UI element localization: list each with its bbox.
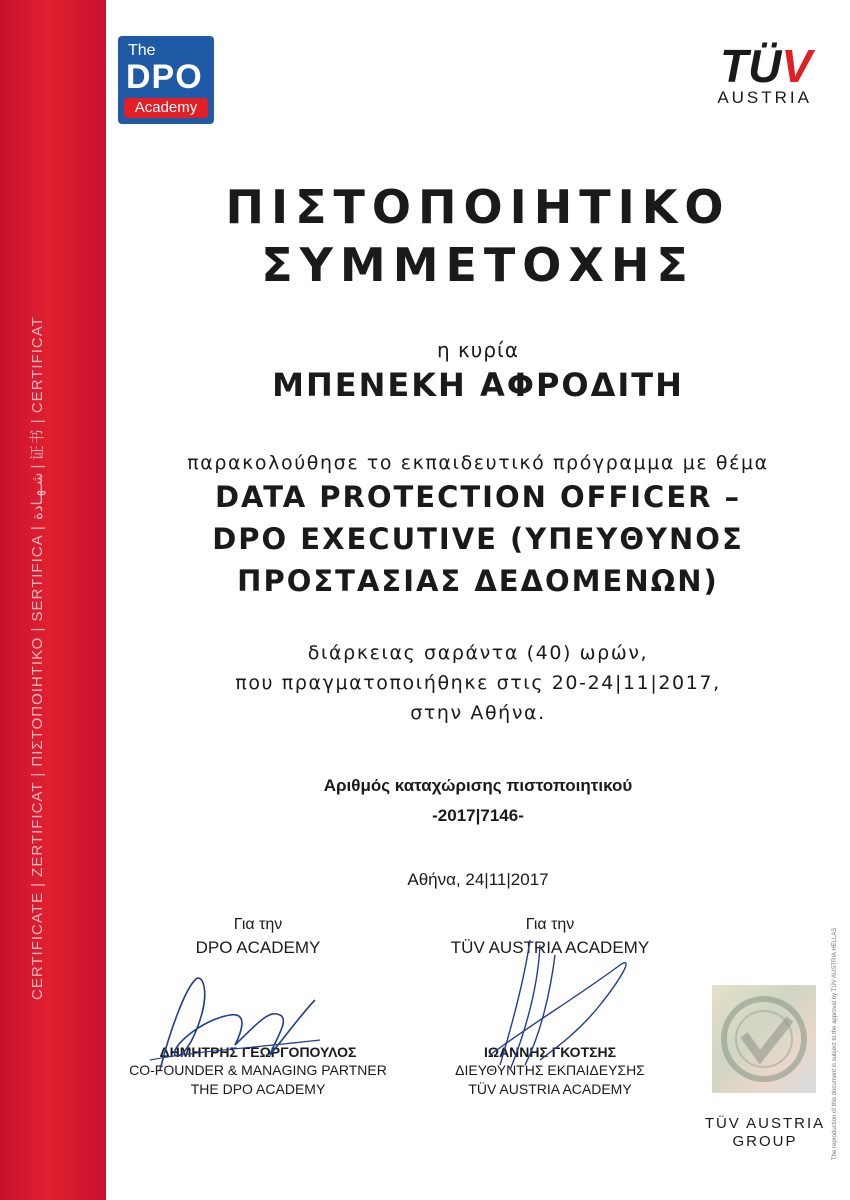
course-line1: DATA PROTECTION OFFICER – [214,480,742,514]
tuv-austria-logo [672,40,812,112]
title-line2: ΣΥΜΜΕΤΟΧΗΣ [261,238,695,292]
seal-emblem [712,985,816,1093]
left-org: DPO ACADEMY [195,938,321,957]
right-signer-name: ΙΩΑΝΝΗΣ ΓΚΟΤΣΗΣ [483,1044,617,1060]
course-title [106,476,850,602]
salutation: η κυρία [436,338,520,362]
seal-group-line1: TÜV AUSTRIA [704,1115,826,1132]
side-band-text: CERTIFICATE | ZERTIFICAT | ΠΙΣΤΟΠΟΙΗΤΙΚΟ | SERTIFICA | شـهـادة | 证书 | CERTIFICAT [29,316,46,1000]
right-signer-role1: ΔΙΕΥΘΥΝΤΗΣ ΕΚΠΑΙΔΕΥΣΗΣ [455,1062,645,1078]
issue-date: Αθήνα, 24|11|2017 [407,870,549,889]
left-signer-role1: CO-FOUNDER & MANAGING PARTNER [129,1062,387,1078]
seal-group-text [700,1115,830,1151]
dpo-logo-line1: The [128,42,156,59]
dpo-academy-logo [118,36,214,124]
left-for-label: Για την [233,916,283,933]
tuv-logo-tu: TÜ [719,40,782,92]
place-text: στην Αθήνα. [410,702,546,724]
dpo-logo-line3: Academy [124,98,208,118]
seal-group-line2: GROUP [732,1133,798,1150]
tuv-logo-austria: AUSTRIA [717,88,812,107]
dpo-logo-line2: DPO [126,58,203,96]
right-for-label: Για την [525,916,575,933]
left-signer-name: ΔΗΜΗΤΡΗΣ ΓΕΩΡΓΟΠΟΥΛΟΣ [159,1044,357,1060]
held-on-text: που πραγματοποιήθηκε στις 20-24|11|2017, [235,672,721,694]
tuv-logo-v: V [781,40,812,92]
duration-text: διάρκειας σαράντα (40) ωρών, [307,642,649,664]
course-details [106,638,850,728]
side-band [0,0,106,1200]
left-signer-role2: THE DPO ACADEMY [190,1081,326,1097]
course-line2: DPO EXECUTIVE (ΥΠΕΥΘΥΝΟΣ [212,522,744,556]
recipient-name: ΜΠΕΝΕΚΗ ΑΦΡΟΔΙΤΗ [272,366,684,404]
right-org: TÜV AUSTRIA ACADEMY [450,938,650,957]
intro-text: παρακολούθησε το εκπαιδευτικό πρόγραμμα με θέμα [187,452,769,474]
title-line1: ΠΙΣΤΟΠΟΙΗΤΙΚΟ [225,180,731,234]
registration-label: Αριθμός καταχώρισης πιστοποιητικού [323,776,633,795]
fine-print: The reproduction of this document is subject to the approval by TÜV AUSTRIA HELLAS [832,927,838,1160]
right-signer-role2: TÜV AUSTRIA ACADEMY [468,1081,632,1097]
signature-block-left [118,916,398,1098]
signature-block-right [430,916,670,1098]
registration-number: -2017|7146- [432,806,524,825]
certification-seal [712,985,816,1093]
certificate-title [106,178,850,294]
course-line3: ΠΡΟΣΤΑΣΙΑΣ ΔΕΔΟΜΕΝΩΝ) [237,564,719,598]
